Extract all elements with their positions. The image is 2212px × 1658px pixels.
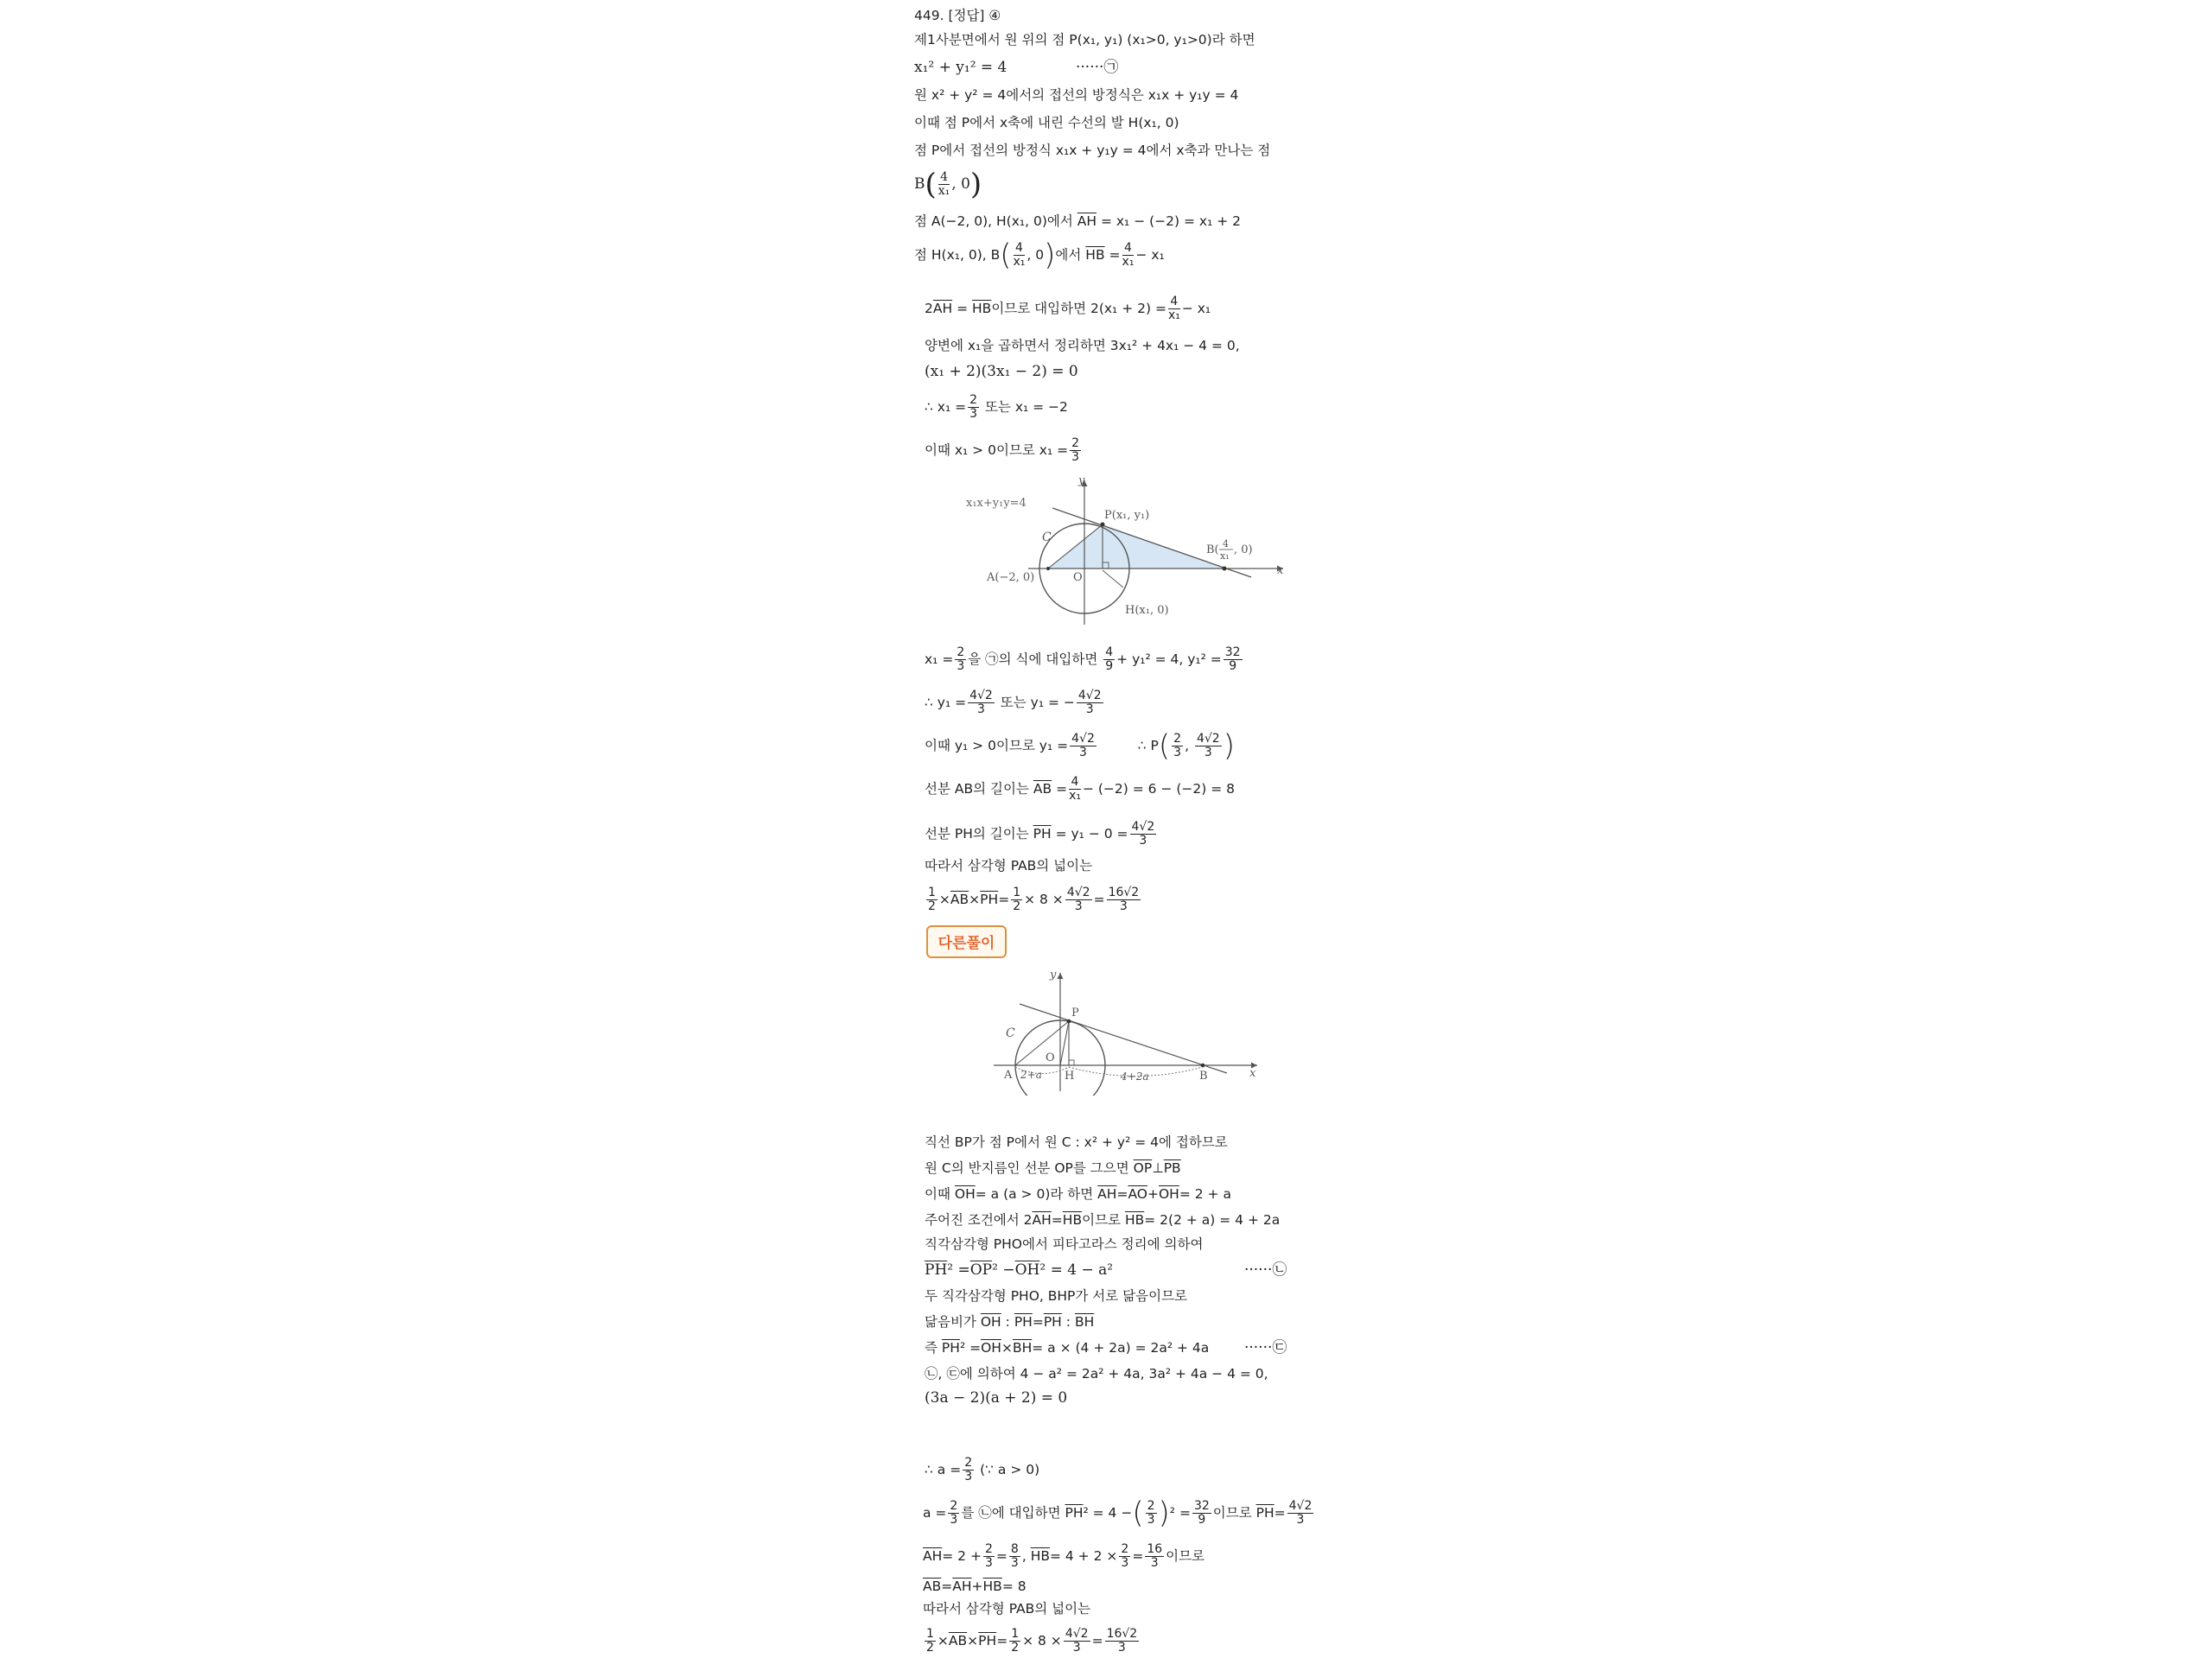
x-axis-label: x xyxy=(1277,564,1284,577)
text-line: 두 직각삼각형 PHO, BHP가 서로 닮음이므로 xyxy=(925,1288,1188,1304)
text-line: 선분 AB의 길이는 $\overline{AB}$ = $\frac{4}{\text{x₁}}$ − (−2) = 6 − (−2) = 8 xyxy=(925,775,1236,803)
point-b-label-num: 4 xyxy=(1223,538,1229,549)
text-line: 선분 PH의 길이는 $\overline{PH} = y_1 - 0$ = $\frac{4√2}{3}$ xyxy=(925,820,1155,848)
text-line: 따라서 삼각형 PAB의 넓이는 xyxy=(923,1601,1091,1617)
text-line: $2\overline{AH} = \overline{HB}$이므로 대입하면 2(x₁ + 2) = $\frac{4}{\text{x₁}}$ − x₁ xyxy=(925,295,1211,322)
text-line: $\overline{AH}= 2$ + $\frac{2}{3}$ = $\frac{8}{3}$ , $\overline{HB}= 4 + 2$ × $\frac{2}{3}$ = $\frac{16}{3}$ 이므로 xyxy=(923,1542,1205,1570)
segment-hb-length: 4+2a xyxy=(1121,1070,1149,1083)
area-formula: $\frac{1}{2}$ $\times\overline{AB}\times\overline{PH}=$ $\frac{1}{2}$ × 8 × $\frac{4√2}{3}$ = $\frac{16√2}{3}$ xyxy=(928,886,1140,913)
point-p-label: P(x₁, y₁) xyxy=(1104,509,1150,522)
equation-marker: ······㉠ xyxy=(1076,59,1119,76)
triangle-pab-shaded xyxy=(1048,524,1224,569)
point-b-dot xyxy=(1201,1064,1205,1068)
text-line: 제1사분면에서 원 위의 점 P(x₁, y₁) (x₁>0, y₁>0)라 하면 xyxy=(914,32,1255,48)
text-line: $\overline{AB}=\overline{AH}+\overline{HB}= 8$ xyxy=(923,1579,1027,1594)
point-p-label: P xyxy=(1071,1007,1079,1020)
text-line: x₁ = $\frac{2}{3}$ 을 ㉠의 식에 대입하면 $\frac{4}{9}$ + y₁² = 4, y₁² = $\frac{32}{9}$ xyxy=(925,645,1241,673)
tangent-label: x₁x+y₁y=4 xyxy=(966,497,1027,510)
point-b-line: B( $\frac{4}{\text{x₁}}$ , 0) xyxy=(914,167,982,202)
text-line: 직각삼각형 PHO에서 피타고라스 정리에 의하여 xyxy=(925,1236,1204,1252)
alternative-solution-badge: 다른풀이 xyxy=(926,925,1007,958)
segment-ah-length: 2+a xyxy=(1020,1069,1042,1081)
area-formula: $\frac{1}{2}$ $\times\overline{AB}\times\overline{PH}=$ $\frac{1}{2}$ × 8 × $\frac{4√2}{3}$ = $\frac{16√2}{3}$ xyxy=(926,1627,1138,1655)
point-a-dot xyxy=(1046,567,1050,570)
text-line: 이때 x₁ > 0이므로 x₁ = $\frac{2}{3}$ xyxy=(925,436,1080,464)
text-line: 이때 점 P에서 x축에 내린 수선의 발 H(x₁, 0) xyxy=(914,115,1179,130)
text-line: a = $\frac{2}{3}$ 를 ㉡에 대입하면 $\overline{PH}^2 = 4$ −( $\frac{2}{3}$ )² = $\frac{32}{9}$ 이므로 $\overline{PH}=$ $\frac{4√2}{3}$ xyxy=(923,1496,1313,1531)
equation-line: $\overline{PH}^2 =\overline{OP}^2 -\overline{OH}^2 = 4 - a^2$ xyxy=(925,1261,1114,1279)
point-a-label: A xyxy=(1004,1069,1013,1082)
y-axis-label: y xyxy=(1078,474,1085,487)
circle-c-label: C xyxy=(1042,530,1052,544)
equation-line: x₁² + y₁² = 4 xyxy=(914,59,1007,76)
text-line: 닮음비가 $\overline{OH}$ : $\overline{PH}=\overline{PH}$ : $\overline{BH}$ xyxy=(925,1314,1095,1330)
figure-similar-triangles xyxy=(985,966,1279,1096)
text-line: ∴ y₁ = $\frac{4√2}{3}$ 또는 y₁ = − $\frac{4√2}{3}$ xyxy=(925,689,1102,716)
point-h-label: H xyxy=(1065,1070,1075,1083)
text-line: ∴ a = $\frac{2}{3}$ (∵ a > 0) xyxy=(925,1456,1040,1483)
point-b-label-post: , 0) xyxy=(1234,543,1253,556)
text-line: 직선 BP가 점 P에서 원 C : x² + y² = 4에 접하므로 xyxy=(925,1134,1228,1150)
text-line: 주어진 조건에서 $2\overline{AH}=\overline{HB}$이므로 $\overline{HB}= 2(2 + a) = 4 + 2a$ xyxy=(925,1212,1281,1228)
figure-tangent-triangle xyxy=(959,473,1296,629)
origin-label: O xyxy=(1073,571,1083,584)
point-b-dot xyxy=(1223,567,1227,571)
y-axis-label: y xyxy=(1050,969,1057,981)
equation-line: (3a − 2)(a + 2) = 0 xyxy=(925,1389,1068,1407)
right-angle-mark xyxy=(1069,1060,1074,1065)
text-line: 양변에 x₁을 곱하면서 정리하면 3x₁² + 4x₁ − 4 = 0, xyxy=(925,338,1240,353)
equation-marker: ······㉡ xyxy=(1244,1261,1287,1279)
equation-line: (x₁ + 2)(3x₁ − 2) = 0 xyxy=(925,363,1078,380)
segment-pa xyxy=(1015,1021,1069,1065)
origin-label: O xyxy=(1046,1051,1055,1064)
point-b-label: B xyxy=(1199,1070,1208,1083)
text-line: ㉡, ㉢에 의하여 4 − a² = 2a² + 4a, 3a² + 4a − 4 = 0, xyxy=(925,1366,1268,1382)
text-line: 원 C의 반지름인 선분 OP를 그으면 $\overline{OP}\perp\overline{PB}$ xyxy=(925,1160,1181,1176)
point-h-label: H(x₁, 0) xyxy=(1125,604,1169,617)
equation-marker: ······㉢ xyxy=(1244,1339,1287,1356)
point-a-label: A(−2, 0) xyxy=(987,571,1035,584)
text-line: 원 x² + y² = 4에서의 접선의 방정식은 x₁x + y₁y = 4 xyxy=(914,87,1239,103)
circle-c-label: C xyxy=(1006,1026,1015,1040)
point-p-dot xyxy=(1067,1020,1071,1024)
text-line: 즉 $\overline{PH}^2 =\overline{OH}\times\overline{BH}= a \times (4 + 2a) = 2a^2 + 4a$ xyxy=(925,1340,1210,1356)
text-line: 따라서 삼각형 PAB의 넓이는 xyxy=(925,858,1093,873)
x-axis-label: x xyxy=(1249,1067,1256,1080)
point-b-label-den: x₁ xyxy=(1220,550,1230,562)
text-line: 점 H(x₁, 0), B( $\frac{4}{\text{x₁}}$ , 0)에서 $\overline{HB}$ = $\frac{4}{\text{x₁}}$ − x₁ xyxy=(914,238,1165,273)
point-b-label-pre: B( xyxy=(1206,543,1219,556)
text-line: 이때 $\overline{OH}= a$ (a > 0)라 하면 $\overline{AH}=\overline{AO}+\overline{OH}= 2 + a$ xyxy=(925,1186,1231,1202)
text-line: 이때 y₁ > 0이므로 y₁ = $\frac{4√2}{3}$ ∴ P( $\frac{2}{3}$ , $\frac{4√2}{3}$ ) xyxy=(925,728,1235,764)
text-line: 점 P에서 접선의 방정식 x₁x + y₁y = 4에서 x축과 만나는 점 xyxy=(914,143,1271,158)
text-line: ∴ x₁ = $\frac{2}{3}$ 또는 x₁ = −2 xyxy=(925,393,1068,421)
text-line: 점 A(−2, 0), H(x₁, 0)에서 $\overline{AH} = x_1 - (-2) = x_1 + 2$ xyxy=(914,213,1241,229)
point-p-dot xyxy=(1101,523,1105,527)
answer-title: 449. [정답] ④ xyxy=(914,8,1001,23)
h-label-leader xyxy=(1103,570,1123,588)
